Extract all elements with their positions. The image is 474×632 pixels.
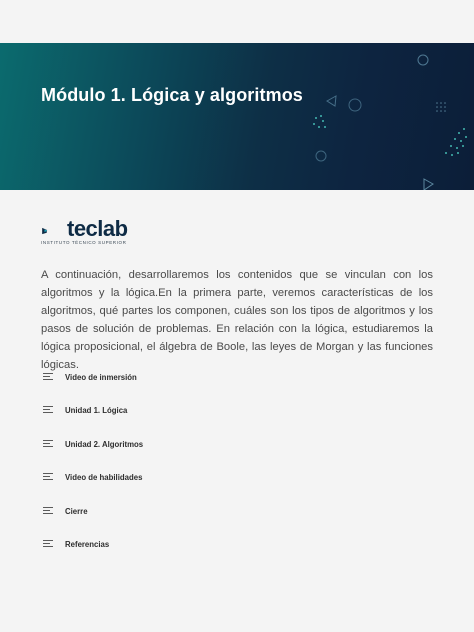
toc-item-video-habilidades[interactable] — [43, 468, 343, 486]
page-title: Módulo 1. Lógica y algoritmos — [41, 85, 303, 105]
toc-item-label: Video de inmersión — [65, 372, 137, 382]
list-icon — [43, 406, 53, 415]
toc-item-video-inmersion[interactable] — [43, 368, 343, 386]
banner-decoration — [0, 43, 474, 190]
toc-item-label: Referencias — [65, 539, 110, 549]
brand-subtitle: INSTITUTO TÉCNICO SUPERIOR — [41, 240, 127, 245]
list-icon — [43, 440, 53, 449]
toc-item-label: Cierre — [65, 506, 88, 516]
header-banner — [0, 43, 474, 190]
toc-item-label: Unidad 1. Lógica — [65, 405, 128, 415]
toc-item-unidad-2[interactable] — [43, 435, 343, 453]
list-icon — [43, 540, 53, 549]
toc-item-label: Unidad 2. Algoritmos — [65, 439, 144, 449]
toc-item-unidad-1[interactable] — [43, 401, 343, 419]
list-icon — [43, 507, 53, 516]
intro-paragraph: A continuación, desarrollaremos los contenidos que se vinculan con los algoritmos y la lógica.En la primera parte, veremos características de los algoritmos, qué partes los componen, cuáles son los tipos de algoritmos y los pasos de solución de problemas. En relación con la lógica, estudiaremos la lógica proposicional, el álgebra de Boole, las leyes de Morgan y las funciones lógicas. — [41, 269, 433, 371]
toc-item-label: Video de habilidades — [65, 472, 143, 482]
toc-item-referencias[interactable] — [43, 535, 343, 553]
list-icon — [43, 473, 53, 482]
toc-item-cierre[interactable] — [43, 502, 343, 520]
brand-name: teclab — [67, 216, 128, 241]
list-icon — [43, 373, 53, 382]
